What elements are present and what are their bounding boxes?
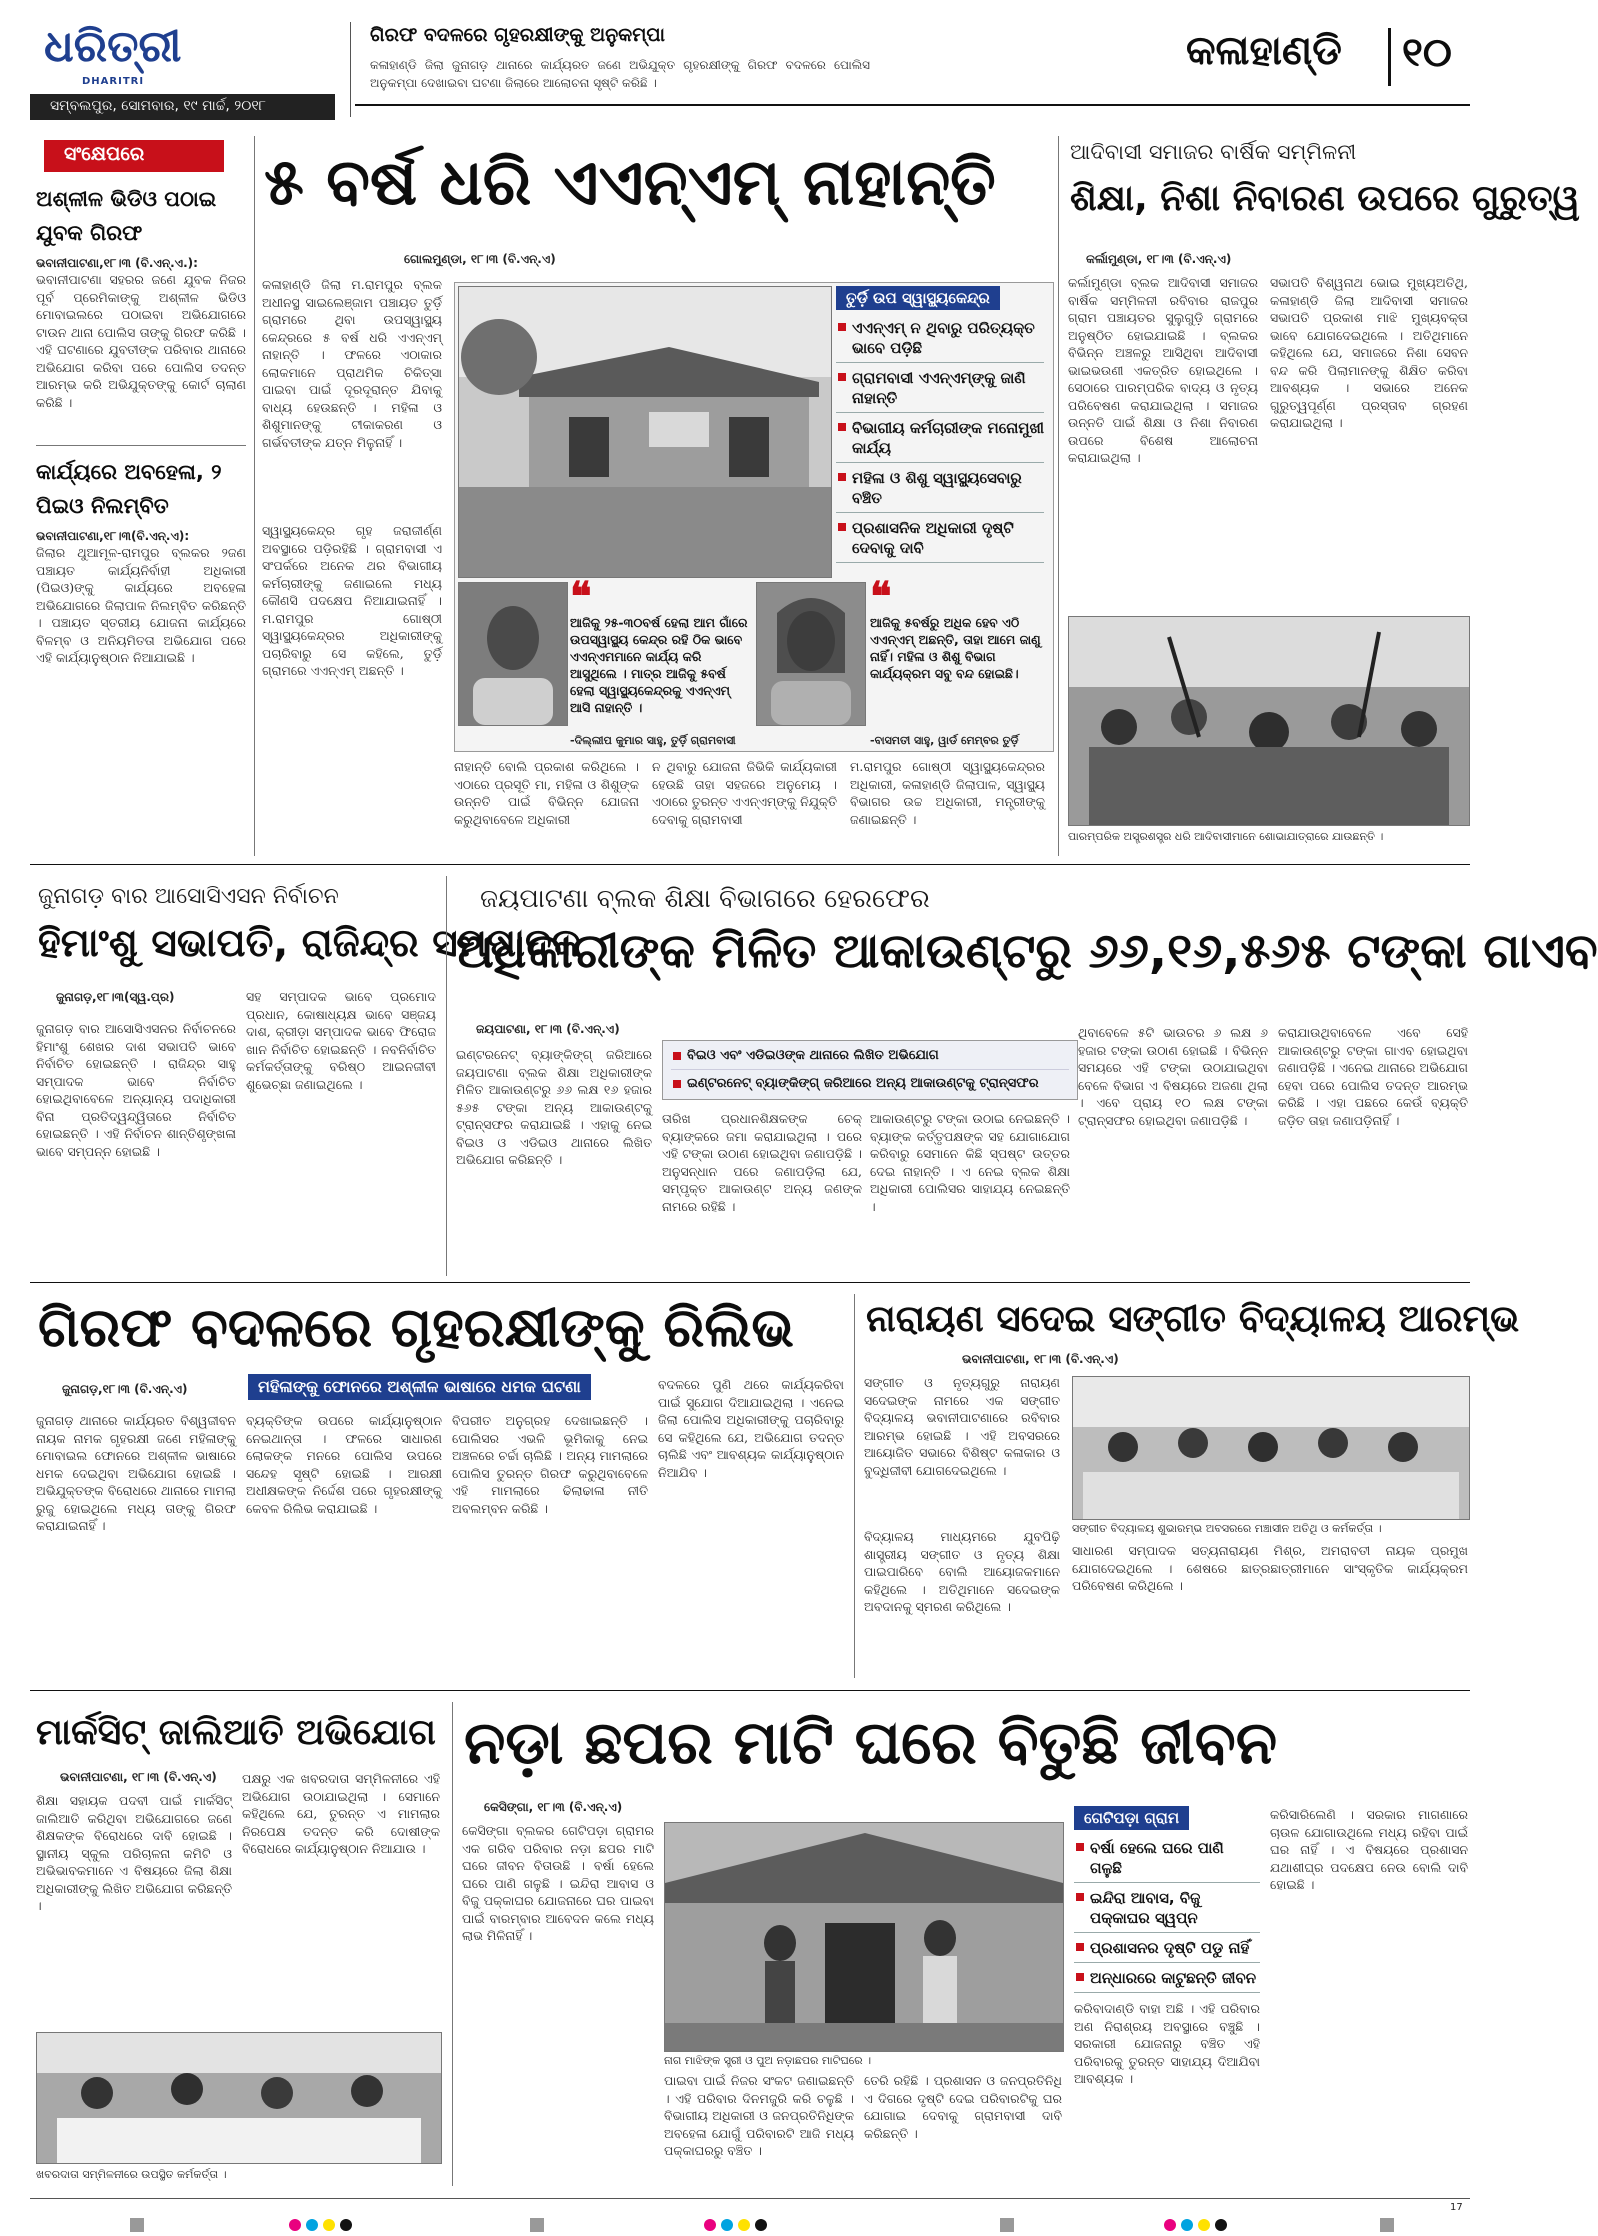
mark-dateline: ଭବାନୀପାଟଣା, ୧୮।୩ (ବି.ଏନ୍.ଏ) (60, 1770, 217, 1784)
home-box-text: ମହିଳାଙ୍କୁ ଫୋନରେ ଅଶ୍ଳୀଳ ଭାଷାରେ ଧମକ ଘଟଣା (248, 1374, 591, 1400)
brief-item1 (36, 182, 246, 461)
jaya-kicker: ଜୟପାଟଣା ବ୍ଲକ ଶିକ୍ଷା ବିଭାଗରେ ହେରଫେର (480, 884, 930, 914)
press-meet-illustration (37, 2033, 441, 2163)
hut-col2: ପାଇବା ପାଇଁ ନିଜର ସଂକଟ ଜଣାଇଛନ୍ତି । ଏହି ପରିବାର ଦିନମଜୁରି କରି ଚଳୁଛି । ବିଭାଗୀୟ ଅଧିକାରୀ ଓ ଜନପ୍ରତିନିଧିଙ୍କ ଅବହେଳା ଯୋଗୁଁ ପରିବାରଟି ଆଜି ମଧ୍ୟ ପକ୍କାଘରରୁ ବଞ୍ଚିତ । (664, 2073, 854, 2158)
hut-box-title-text: ଗେଟିପଡ଼ା ଗ୍ରାମ (1074, 1806, 1189, 1830)
man-portrait (459, 583, 567, 725)
mark-col1: ଶିକ୍ଷା ସହାୟକ ପଦବୀ ପାଇଁ ମାର୍କସିଟ୍ ଜାଲିଆତି କରିଥିବା ଅଭିଯୋଗରେ ଜଣେ ଶିକ୍ଷକଙ୍କ ବିରୋଧରେ ଦାବି ହୋଇଛି । ସ୍ଥାନୀୟ ସ୍କୁଲ ପରିଚାଳନା କମିଟି ଓ ଅଭିଭାବକମାନେ ଏ ବିଷୟରେ ଜିଲା ଶିକ୍ଷା ଅଧିକାରୀଙ୍କୁ ଲିଖିତ ଅଭିଯୋଗ କରିଛନ୍ତି । (36, 1793, 232, 1913)
jaya-bullet: ଇଣ୍ଟରନେଟ୍ ବ୍ୟାଙ୍କିଙ୍ଗ୍ ଜରିଆରେ ଅନ୍ୟ ଆକାଉଣ୍ଟକୁ ଟ୍ରାନ୍ସଫର (671, 1075, 1069, 1097)
hut-bullet: ବର୍ଷା ହେଲେ ଘରେ ପାଣି ଗଳୁଛି (1074, 1838, 1260, 1883)
masthead-teaser-headline: ଗିରଫ ବଦଳରେ ଗୃହରକ୍ଷୀଙ୍କୁ ଅନୁକମ୍ପା (370, 24, 665, 46)
home-headline: ଗିରଫ ବଦଳରେ ଗୃହରକ୍ଷୀଙ୍କୁ ରିଲିଭ (38, 1296, 794, 1359)
brief-item1-text: ଭବାନୀପାଟଣା ସହରର ଜଣେ ଯୁବକ ନିଜର ପୂର୍ବ ପ୍ରେମିକାଙ୍କୁ ଅଶ୍ଳୀଳ ଭିଡିଓ ମୋବାଇଲରେ ପଠାଇବା ଅଭିଯୋଗରେ ଟାଉନ ଥାନା ପୋଲିସ ତାଙ୍କୁ ଗିରଫ କରିଛି । ଏହି ଘଟଣାରେ ଯୁବତୀଙ୍କ ପରିବାର ଥାନାରେ ଅଭିଯୋଗ କରିବା ପରେ ପୋଲିସ ତଦନ୍ତ ଆରମ୍ଭ କରି ଅଭିଯୁକ୍ତଙ୍କୁ କୋର୍ଟ ଚାଲାଣ କରିଛି । (36, 272, 246, 410)
anm-bullet: ଗ୍ରାମବାସୀ ଏଏନ୍‌ଏମ୍‌ଙ୍କୁ ଜାଣି ନାହାନ୍ତି (836, 368, 1044, 413)
brief-item2-text: ଜିଲାର ଥୁଆମୂଳ-ରାମପୁର ବ୍ଲକର ୨ଜଣ ପଞ୍ଚାୟତ କାର୍ଯ୍ୟନିର୍ବାହୀ ଅଧିକାରୀ (ପିଇଓ)ଙ୍କୁ କାର୍ଯ୍ୟରେ ଅବହେଳା ଅଭିଯୋଗରେ ଜିଲାପାଳ ନିଲମ୍ବିତ କରିଛନ୍ତି । ପଞ୍ଚାୟତ ସ୍ତରୀୟ ଯୋଜନା କାର୍ଯ୍ୟରେ ବିଳମ୍ବ ଓ ଅନିୟମିତତା ଅଭିଯୋଗ ପରେ ଏହି କାର୍ଯ୍ୟାନୁଷ୍ଠାନ ନିଆଯାଇଛି । (36, 545, 246, 665)
home-col3: ବିପରୀତ ଅନୁଗ୍ରହ ଦେଖାଇଛନ୍ତି । ପୋଲିସର ଏଭଳି ଭୂମିକାକୁ ନେଇ ଅଞ୍ଚଳରେ ଚର୍ଚ୍ଚା ଚାଲିଛି । ଅନ୍ୟ ମାମଲାରେ ପୋଲିସ ତୁରନ୍ତ ଗିରଫ କରୁଥିବାବେଳେ ଏହି ମାମଲାରେ ଢିଲାଢାଳା ନୀତି ଅବଲମ୍ବନ କରିଛି । (452, 1413, 648, 1516)
logo-text: ଧରିତ୍ରୀ (44, 21, 182, 72)
music-col2: ବିଦ୍ୟାଳୟ ମାଧ୍ୟମରେ ଯୁବପିଢ଼ି ଶାସ୍ତ୍ରୀୟ ସଙ୍ଗୀତ ଓ ନୃତ୍ୟ ଶିକ୍ଷା ପାଇପାରିବେ ବୋଲି ଆୟୋଜକମାନେ କହିଥିଲେ । ଅତିଥିମାନେ ସଦେଇଙ୍କ ଅବଦାନକୁ ସ୍ମରଣ କରିଥିଲେ । (864, 1529, 1060, 1614)
hut-headline: ନଡ଼ା ଛପର ମାଟି ଘରେ ବିତୁଛି ଜୀବନ (464, 1708, 1278, 1778)
hut-col3: ତେରି ରହିଛି । ପ୍ରଶାସନ ଓ ଜନପ୍ରତିନିଧି ଏ ଦିଗରେ ଦୃଷ୍ଟି ଦେଇ ପରିବାରଟିକୁ ଘର ଯୋଗାଇ ଦେବାକୁ ଗ୍ରାମବାସୀ ଦାବି କରିଛନ୍ତି । (864, 2073, 1062, 2141)
jaya-col5: କରାଯାଉଥିବାବେଳେ ଏବେ ସେହି ଆକାଉଣ୍ଟରୁ ଟଙ୍କା ଗାଏବ ହୋଇଥିବା ଜଣାପଡ଼ିଛି । ଏନେଇ ଥାନାରେ ଅଭିଯୋଗ ହେବା ପରେ ପୋଲିସ ତଦନ୍ତ ଆରମ୍ଭ କରିଛି । ଏହା ପଛରେ କେଉଁ ବ୍ୟକ୍ତି ଜଡ଼ିତ ତାହା ଜଣାପଡ଼ିନାହିଁ । (1278, 1025, 1468, 1128)
mud-hut-illustration (665, 1823, 1063, 2051)
row3-rule (30, 1690, 1470, 1691)
hut-family-photo (664, 1822, 1064, 2052)
brief-column-rule (254, 136, 255, 856)
footer-rule (30, 2198, 1470, 2199)
anm-bullet: ଏଏନ୍‌ଏମ୍ ନ ଥିବାରୁ ପରିତ୍ୟକ୍ତ ଭାବେ ପଡ଼ିଛି (836, 318, 1044, 363)
anm-quote1 (570, 573, 748, 754)
brief-item2 (36, 455, 246, 864)
brief-item2-dateline: ଭବାନୀପାଟଣା,୧୮।୩(ବି.ଏନ୍.ଏ): (36, 529, 190, 543)
hut-bullet: ପ୍ରଶାସନର ଦୃଷ୍ଟି ପଡୁ ନାହିଁ (1074, 1938, 1260, 1963)
music-col1: ସଙ୍ଗୀତ ଓ ନୃତ୍ୟଗୁରୁ ନାରାୟଣ ସଦେଇଙ୍କ ନାମରେ ଏକ ସଙ୍ଗୀତ ବିଦ୍ୟାଳୟ ଭବାନୀପାଟଣାରେ ରବିବାର ଆରମ୍ଭ ହୋଇଛି । ଏହି ଅବସରରେ ଆୟୋଜିତ ସଭାରେ ବିଶିଷ୍ଟ କଳାକାର ଓ ବୁଦ୍ଧିଜୀବୀ ଯୋଗଦେଇଥିଲେ । (864, 1375, 1060, 1478)
logo (38, 22, 243, 90)
anm-col2: ସ୍ୱାସ୍ଥ୍ୟକେନ୍ଦ୍ର ଗୃହ ଜରାଜୀର୍ଣ୍ଣ ଅବସ୍ଥାରେ ପଡ଼ିରହିଛି । ଗ୍ରାମବାସୀ ଏ ସଂପର୍କରେ ଅନେକ ଥର ବିଭାଗୀୟ କର୍ମଚାରୀଙ୍କୁ ଜଣାଇଲେ ମଧ୍ୟ କୌଣସି ପଦକ୍ଷେପ ନିଆଯାଇନାହିଁ । ମ.ରାମପୁର ଗୋଷ୍ଠୀ ସ୍ୱାସ୍ଥ୍ୟକେନ୍ଦ୍ରର ଅଧିକାରୀଙ୍କୁ ପଚାରିବାରୁ ସେ କହିଲେ, ତୁର୍ଡ଼ି ଗ୍ରାମରେ ଏଏନ୍‌ଏମ୍ ଅଛନ୍ତି । (262, 523, 442, 678)
masthead-dateline: ସମ୍ବଲପୁର, ସୋମବାର, ୧୯ ମାର୍ଚ୍ଚ, ୨୦୧୮ (50, 98, 266, 114)
adivasi-col2: ସଭାପତି ବିଶ୍ୱନାଥ ଭୋଇ ମୁଖ୍ୟଅତିଥି, କଳାହାଣ୍ଡି ଜିଲା ଆଦିବାସୀ ସମାଜର ସଭାପତି ପ୍ରକାଶ ମାଝି ମୁଖ୍ୟବକ୍ତା ଭାବେ ଯୋଗଦେଇଥିଲେ । ଅତିଥିମାନେ କହିଥିଲେ ଯେ, ସମାଜରେ ନିଶା ସେବନ ବନ୍ଦ କରି ପିଲାମାନଙ୍କୁ ଶିକ୍ଷିତ କରିବା ଆବଶ୍ୟକ । ସଭାରେ ଅନେକ ଗୁରୁତ୍ୱପୂର୍ଣ୍ଣ ପ୍ରସ୍ତାବ ଗ୍ରହଣ କରାଯାଇଥିଲା । (1270, 275, 1468, 430)
masthead-divider (350, 22, 351, 117)
jaya-headline: ଅଧିକାରୀଙ୍କ ମିଳିତ ଆକାଉଣ୍ଟରୁ ୬୬,୧୬,୫୬୫ ଟଙ୍କା ଗାଏବ (456, 923, 1598, 979)
procession-illustration (1069, 617, 1469, 825)
hut-bullet: ଅନ୍ଧାରରେ କାଟୁଛନ୍ତି ଜୀବନ (1074, 1968, 1260, 1993)
adivasi-headline: ଶିକ୍ଷା, ନିଶା ନିବାରଣ ଉପରେ ଗୁରୁତ୍ୱ (1070, 178, 1580, 219)
music-photo-caption: ସଙ୍ଗୀତ ବିଦ୍ୟାଳୟ ଶୁଭାରମ୍ଭ ଅବସରରେ ମଞ୍ଚାସୀନ ଅତିଥି ଓ କର୍ମକର୍ତ୍ତା । (1072, 1522, 1382, 1535)
page-number: ୧୦ (1402, 30, 1452, 76)
hut-col4: କରିବାଦାଣ୍ଡି ବାହା ଅଛି । ଏହି ପରିବାର ଅଣ ନିରାଶ୍ରୟ ଅବସ୍ଥାରେ ବଞ୍ଚୁଛି । ସରକାରୀ ଯୋଜନାରୁ ବଞ୍ଚିତ ଏହି ପରିବାରକୁ ତୁରନ୍ତ ସାହାଯ୍ୟ ଦିଆଯିବା ଆବଶ୍ୟକ । (1074, 2001, 1260, 2086)
footer-page-no: 17 (1450, 2202, 1463, 2213)
adivasi-kicker: ଆଦିବାସୀ ସମାଜର ବାର୍ଷିକ ସମ୍ମିଳନୀ (1070, 140, 1357, 164)
hut-bullet: ଇନ୍ଦିରା ଆବାସ, ବିଜୁ ପକ୍କାଘର ସ୍ୱପ୍ନ (1074, 1888, 1260, 1933)
quote-mark-icon: ❝ (570, 573, 592, 620)
adivasi-col1: କର୍ଲାମୁଣ୍ଡା ବ୍ଲକ ଆଦିବାସୀ ସମାଜର ବାର୍ଷିକ ସମ୍ମିଳନୀ ରବିବାର ରାଜପୁର ଗ୍ରାମ ପଞ୍ଚାୟତର ସୁଲୁଗୁଡ଼ି ଗ୍ରାମରେ ଅନୁଷ୍ଠିତ ହୋଇଯାଇଛି । ବ୍ଲକର ବିଭିନ୍ନ ଅଞ୍ଚଳରୁ ଆସିଥିବା ଆଦିବାସୀ ଭାଇଭଉଣୀ ଏକତ୍ରିତ ହୋଇଥିଲେ । ସେଠାରେ ପାରମ୍ପରିକ ବାଦ୍ୟ ଓ ନୃତ୍ୟ ପରିବେଷଣ କରାଯାଇଥିଲା । ସମାଜର ଉନ୍ନତି ପାଇଁ ଶିକ୍ଷା ଓ ନିଶା ନିବାରଣ ଉପରେ ବିଶେଷ ଆଲୋଚନା କରାଯାଇଥିଲା । (1068, 275, 1258, 465)
anm-bullet-list (836, 318, 1044, 568)
anm-box-title-text: ତୁର୍ଡ଼ି ଉପ ସ୍ୱାସ୍ଥ୍ୟକେନ୍ଦ୍ର (836, 286, 1000, 310)
hut-col5: କରିସାରିଲେଣି । ସରକାର ମାଗଣାରେ ଚାଉଳ ଯୋଗାଉଥିଲେ ମଧ୍ୟ ରହିବା ପାଇଁ ଘର ନାହିଁ । ଏ ବିଷୟରେ ପ୍ରଶାସନ ଯଥାଶୀଘ୍ର ପଦକ୍ଷେପ ନେଉ ବୋଲି ଦାବି ହୋଇଛି । (1270, 1807, 1468, 1892)
anm-quote1-by: -ଦିଲ୍ଲୀପ କୁମାର ସାହୁ, ତୁର୍ଡ଼ି ଗ୍ରାମବାସୀ (570, 734, 736, 747)
bar-dateline: ଜୁନାଗଡ଼,୧୮।୩(ସ୍ୱ.ପ୍ର) (56, 990, 175, 1004)
home-col4: ବଦଳରେ ପୁଣି ଥରେ କାର୍ଯ୍ୟକରିବା ପାଇଁ ସୁଯୋଗ ଦିଆଯାଇଥିଲା । ଏନେଇ ଜିଲା ପୋଲିସ ଅଧିକାରୀଙ୍କୁ ପଚାରିବାରୁ ସେ କହିଥିଲେ ଯେ, ଅଭିଯୋଗ ତଦନ୍ତ ଚାଲିଛି ଏବଂ ଆବଶ୍ୟକ କାର୍ଯ୍ୟାନୁଷ୍ଠାନ ନିଆଯିବ । (658, 1377, 844, 1480)
masthead-rule (355, 104, 1470, 106)
brief-label-text: ସଂକ୍ଷେପରେ (64, 143, 145, 165)
hut-photo-caption: ନାଗ ମାଝିଙ୍କ ସ୍ତ୍ରୀ ଓ ପୁଅ ନଡ଼ାଛପର ମାଟିଘରେ । (664, 2054, 872, 2067)
mark-press-photo (36, 2032, 442, 2164)
jaya-col3: ଆକାଉଣ୍ଟରୁ ଟଙ୍କା ଉଠାଇ ନେଇଛନ୍ତି । ବ୍ୟାଙ୍କ କର୍ତ୍ତୃପକ୍ଷଙ୍କ ସହ ଯୋଗାଯୋଗ କରିବାରୁ ସେମାନେ କିଛି ସ୍ପଷ୍ଟ ଉତ୍ତର ଦେଇ ନାହାନ୍ତି । ଏ ନେଇ ବ୍ଲକ ଶିକ୍ଷା ଅଧିକାରୀ ପୋଲିସର ସାହାଯ୍ୟ ନେଇଛନ୍ତି । (870, 1111, 1070, 1214)
logo-sub: DHARITRI (82, 76, 145, 87)
bar-column-rule (446, 876, 447, 1276)
adivasi-photo-caption: ପାରମ୍ପରିକ ଅସ୍ତ୍ରଶସ୍ତ୍ର ଧରି ଆଦିବାସୀମାନେ ଶୋଭାଯାତ୍ରାରେ ଯାଉଛନ୍ତି । (1068, 830, 1384, 843)
hut-dateline: କେସିଙ୍ଗା, ୧୮।୩ (ବି.ଏନ୍.ଏ) (484, 1800, 623, 1814)
anm-bullet: ପ୍ରଶାସନିକ ଅଧିକାରୀ ଦୃଷ୍ଟି ଦେବାକୁ ଦାବି (836, 518, 1044, 563)
health-centre-illustration (459, 287, 831, 577)
mark-headline: ମାର୍କସିଟ୍ ଜାଲିଆତି ଅଭିଯୋଗ (36, 1712, 436, 1753)
woman-portrait (757, 583, 865, 725)
hut-box-title (1074, 1806, 1189, 1830)
brief-item1-dateline: ଭବାନୀପାଟଣା,୧୮।୩ (ବି.ଏନ୍.ଏ.): (36, 256, 198, 270)
masthead-teaser-text: କଳାହାଣ୍ଡି ଜିଲା ଜୁନାଗଡ଼ ଥାନାରେ କାର୍ଯ୍ୟରତ ଜଣେ ଅଭିଯୁକ୍ତ ଗୃହରକ୍ଷୀଙ୍କୁ ଗିରଫ ବଦଳରେ ପୋଲିସ ଅନୁକମ୍ପା ଦେଖାଇବା ଘଟଣା ଜିଲାରେ ଆଲୋଚନା ସୃଷ୍ଟି କରିଛି । (370, 58, 870, 90)
row2-rule (30, 1282, 1470, 1283)
home-box (248, 1374, 591, 1400)
anm-dateline: ଗୋଲମୁଣ୍ଡା, ୧୮।୩ (ବି.ଏନ୍.ଏ) (404, 252, 556, 266)
jaya-col2: ତାରିଖ ପ୍ରଧାନଶିକ୍ଷକଙ୍କ ଚେକ୍ ବ୍ୟାଙ୍କରେ ଜମା କରାଯାଇଥିଲା । ପରେ ଏହି ଟଙ୍କା ଉଠାଣ ହୋଇଥିବା ଜଣାପଡ଼ିଛି । ଅନୁସନ୍ଧାନ ପରେ ଜଣାପଡ଼ିଲା ଯେ, ସମ୍ପୃକ୍ତ ଆକାଉଣ୍ଟ ଅନ୍ୟ ଜଣଙ୍କ ନାମରେ ରହିଛି । (662, 1111, 862, 1214)
home-col1: ଜୁନାଗଡ଼ ଥାନାରେ କାର୍ଯ୍ୟରତ ବିଶ୍ୱଜୀବନ ନାୟକ ନାମକ ଗୃହରକ୍ଷୀ ଜଣେ ମହିଳାଙ୍କୁ ମୋବାଇଲ ଫୋନରେ ଅଶ୍ଳୀଳ ଭାଷାରେ ଧମକ ଦେଇଥିବା ଅଭିଯୋଗ ହୋଇଛି । ଅଭିଯୁକ୍ତଙ୍କ ବିରୋଧରେ ଥାନାରେ ମାମଲା ରୁଜୁ ହୋଇଥିଲେ ମଧ୍ୟ ତାଙ୍କୁ ଗିରଫ କରାଯାଇନାହିଁ । (36, 1413, 236, 1533)
jaya-bullet: ବିଇଓ ଏବଂ ଏଡିଇଓଙ୍କ ଥାନାରେ ଲିଖିତ ଅଭିଯୋଗ (671, 1047, 1069, 1070)
brief-separator (36, 445, 246, 446)
anm-bullet: ବିଭାଗୀୟ କର୍ମଚାରୀଙ୍କ ମନୋମୁଖୀ କାର୍ଯ୍ୟ (836, 418, 1044, 463)
anm-col4: ନ ଥିବାରୁ ଯୋଜନା ଜିଭିକି କାର୍ଯ୍ୟକାରୀ ହେଉଛି ତାହା ସହଜରେ ଅନୁମେୟ । ଏଠାରେ ତୁରନ୍ତ ଏଏନ୍‌ଏମ୍‌ଙ୍କୁ ନିଯୁକ୍ତି ଦେବାକୁ ଗ୍ରାମବାସୀ (652, 759, 837, 827)
bar-col2: ସହ ସମ୍ପାଦକ ଭାବେ ପ୍ରମୋଦ ପ୍ରଧାନ, କୋଷାଧ୍ୟକ୍ଷ ଭାବେ ସଞ୍ଜୟ ଦାଶ, କ୍ରୀଡ଼ା ସମ୍ପାଦକ ଭାବେ ଫିରୋଜ ଖାନ ନିର୍ବାଚିତ ହୋଇଛନ୍ତି । ନବନିର୍ବାଚିତ କର୍ମକର୍ତ୍ତାଙ୍କୁ ବରିଷ୍ଠ ଆଇନଜୀବୀ ଶୁଭେଚ୍ଛା ଜଣାଇଥିଲେ । (246, 989, 436, 1092)
section-divider (1388, 28, 1391, 86)
anm-column-rule (1058, 136, 1059, 856)
anm-quote1-text: ଆଜିକୁ ୨୫-୩୦ବର୍ଷ ହେଲା ଆମ ଗାଁରେ ଉପସ୍ୱାସ୍ଥ୍ୟ କେନ୍ଦ୍ର ରହି ଠିକ ଭାବେ ଏଏନ୍‌ଏମମାନେ କାର୍ଯ୍ୟ କରି ଆସୁଥିଲେ । ମାତ୍ର ଆଜିକୁ ୫ବର୍ଷ ହେଲା ସ୍ୱାସ୍ଥ୍ୟକେନ୍ଦ୍ରକୁ ଏଏନ୍‌ଏମ୍ ଆସି ନାହାନ୍ତି । (570, 615, 748, 715)
anm-box-title (836, 286, 1000, 310)
home-column-rule (854, 1294, 855, 1678)
jaya-col1: ଇଣ୍ଟରନେଟ୍ ବ୍ୟାଙ୍କିଙ୍ଗ୍ ଜରିଆରେ ଜୟପାଟଣା ବ୍ଲକ ଶିକ୍ଷା ଅଧିକାରୀଙ୍କ ମିଳିତ ଆକାଉଣ୍ଟରୁ ୬୬ ଲକ୍ଷ ୧୬ ହଜାର ୫୬୫ ଟଙ୍କା ଅନ୍ୟ ଆକାଉଣ୍ଟକୁ ଟ୍ରାନ୍ସଫର କରାଯାଇଛି । ଏହାକୁ ନେଇ ବିଇଓ ଓ ଏଡିଇଓ ଥାନାରେ ଲିଖିତ ଅଭିଯୋଗ କରିଛନ୍ତି । (456, 1047, 652, 1167)
brief-item1-title: ଅଶ୍ଳୀଳ ଭିଡିଓ ପଠାଇ ଯୁବକ ଗିରଫ (36, 187, 217, 245)
anm-quote2-by: -ବାସମତୀ ସାହୁ, ୱାର୍ଡ ମେମ୍ବର ତୁର୍ଡ଼ି (870, 734, 1019, 747)
music-headline: ନାରାୟଣ ସଦେଇ ସଙ୍ଗୀତ ବିଦ୍ୟାଳୟ ଆରମ୍ଭ (866, 1297, 1520, 1340)
anm-quote2-text: ଆଜିକୁ ୫ବର୍ଷରୁ ଅଧିକ ହେବ ଏଠି ଏଏନ୍‌ଏମ୍ ଅଛନ୍ତି, ତାହା ଆମେ ଜାଣୁ ନାହିଁ। ମହିଳା ଓ ଶିଶୁ ବିଭାଗ କାର୍ଯ୍ୟକ୍ରମ ସବୁ ବନ୍ଦ ହୋଇଛି। (870, 615, 1041, 681)
hut-bullet-list (1074, 1838, 1260, 1998)
row1-rule (30, 864, 1470, 865)
anm-quote1-photo (458, 582, 568, 726)
section-name: କଳାହାଣ୍ଡି (1186, 28, 1342, 74)
adivasi-dateline: କର୍ଲାମୁଣ୍ଡା, ୧୮।୩ (ବି.ଏନ୍.ଏ) (1086, 252, 1232, 266)
music-dateline: ଭବାନୀପାଟଣା, ୧୮।୩ (ବି.ଏନ୍.ଏ) (962, 1352, 1119, 1366)
mark-col2: ପକ୍ଷରୁ ଏକ ଖବରଦାତା ସମ୍ମିଳନୀରେ ଏହି ଅଭିଯୋଗ ଉଠାଯାଇଥିଲା । ସେମାନେ କହିଥିଲେ ଯେ, ତୁରନ୍ତ ଏ ମାମଲାର ନିରପେକ୍ଷ ତଦନ୍ତ କରି ଦୋଷୀଙ୍କ ବିରୋଧରେ କାର୍ଯ୍ୟାନୁଷ୍ଠାନ ନିଆଯାଉ । (242, 1771, 440, 1856)
anm-col5: ମ.ରାମପୁର ଗୋଷ୍ଠୀ ସ୍ୱାସ୍ଥ୍ୟକେନ୍ଦ୍ରର ଅଧିକାରୀ, କଳାହାଣ୍ଡି ଜିଲାପାଳ, ସ୍ୱାସ୍ଥ୍ୟ ବିଭାଗର ଉଚ୍ଚ ଅଧିକାରୀ, ମନ୍ତ୍ରୀଙ୍କୁ ଜଣାଇଛନ୍ତି । (850, 759, 1045, 827)
bar-subhead: ହିମାଂଶୁ ସଭାପତି, ରାଜିନ୍ଦ୍ର ସମ୍ପାଦକ (38, 921, 581, 966)
anm-headline: ୫ ବର୍ଷ ଧରି ଏଏନ୍‌ଏମ୍ ନାହାନ୍ତି (264, 146, 996, 220)
bar-col1: ଜୁନାଗଡ଼ ବାର ଆସୋସିଏସନର ନିର୍ବାଚନରେ ହିମାଂଶୁ ଶେଖର ଦାଶ ସଭାପତି ଭାବେ ନିର୍ବାଚିତ ହୋଇଛନ୍ତି । ରାଜିନ୍ଦ୍ର ସାହୁ ସମ୍ପାଦକ ଭାବେ ନିର୍ବାଚିତ ହୋଇଥିବାବେଳେ ଅନ୍ୟାନ୍ୟ ପଦାଧିକାରୀ ବିନା ପ୍ରତିଦ୍ୱନ୍ଦ୍ୱିତାରେ ନିର୍ବାଚିତ ହୋଇଛନ୍ତି । ଏହି ନିର୍ବାଚନ ଶାନ୍ତିଶୃଙ୍ଖଳା ଭାବେ ସମ୍ପନ୍ନ ହୋଇଛି । (36, 1021, 236, 1159)
anm-health-centre-photo (458, 286, 832, 578)
anm-quote2-photo (756, 582, 866, 726)
home-dateline: ଜୁନାଗଡ଼,୧୮।୩ (ବି.ଏନ୍.ଏ) (62, 1382, 188, 1396)
print-registration-icon (0, 2212, 1500, 2232)
event-stage-illustration (1073, 1377, 1469, 1519)
anm-quote2 (870, 573, 1046, 754)
adivasi-procession-photo (1068, 616, 1470, 826)
registration-marks (0, 2212, 1500, 2232)
brief-item2-title: କାର୍ଯ୍ୟରେ ଅବହେଳା, ୨ ପିଇଓ ନିଲମ୍ବିତ (36, 460, 222, 518)
music-event-photo (1072, 1376, 1470, 1520)
home-col2: ବ୍ୟକ୍ତିଙ୍କ ଉପରେ କାର୍ଯ୍ୟାନୁଷ୍ଠାନ ନେଇଥାନ୍ତା । ଫଳରେ ସାଧାରଣ ଲୋକଙ୍କ ମନରେ ପୋଲିସ ଉପରେ ସନ୍ଦେହ ସୃଷ୍ଟି ହୋଇଛି । ଆରକ୍ଷୀ ଅଧୀକ୍ଷକଙ୍କ ନିର୍ଦ୍ଦେଶ ପରେ ଗୃହରକ୍ଷୀଙ୍କୁ କେବଳ ରିଲିଭ କରାଯାଇଛି । (246, 1413, 442, 1516)
anm-col3: ନାହାନ୍ତି ବୋଲି ପ୍ରକାଶ କରିଥିଲେ । ଏଠାରେ ପ୍ରସୂତି ମା, ମହିଳା ଓ ଶିଶୁଙ୍କ ଉନ୍ନତି ପାଇଁ ବିଭିନ୍ନ ଯୋଜନା କରୁଥିବାବେଳେ ଅଧିକାରୀ (454, 759, 639, 827)
jaya-dateline: ଜୟପାଟଣା, ୧୮।୩ (ବି.ଏନ୍.ଏ) (476, 1022, 620, 1036)
hut-col1: କେସିଙ୍ଗା ବ୍ଲକର ଗେଟିପଡ଼ା ଗ୍ରାମର ଏକ ଗରିବ ପରିବାର ନଡ଼ା ଛପର ମାଟି ଘରେ ଜୀବନ ବିତାଉଛି । ବର୍ଷା ହେଲେ ଘରେ ପାଣି ଗଳୁଛି । ଇନ୍ଦିରା ଆବାସ ଓ ବିଜୁ ପକ୍କାଘର ଯୋଜନାରେ ଘର ପାଇବା ପାଇଁ ବାରମ୍ବାର ଆବେଦନ କଲେ ମଧ୍ୟ ଲାଭ ମିଳିନାହିଁ । (462, 1823, 654, 1943)
anm-bullet: ମହିଳା ଓ ଶିଶୁ ସ୍ୱାସ୍ଥ୍ୟସେବାରୁ ବଞ୍ଚିତ (836, 468, 1044, 513)
bar-headline: ଜୁନାଗଡ଼ ବାର ଆସୋସିଏସନ ନିର୍ବାଚନ (38, 884, 339, 909)
jaya-col4: ଥିବାବେଳେ ୫ଟି ଭାଉଚର ୬ ଲକ୍ଷ ୬ ହଜାର ଟଙ୍କା ଉଠାଣ ହୋଇଛି । ବିଭିନ୍ନ ସମୟରେ ଏହି ଟଙ୍କା ଉଠାଯାଇଥିବା ବେଳେ ବିଭାଗ ଏ ବିଷୟରେ ଅଜଣା ଥିଲା । ଏବେ ପ୍ରାୟ ୧୦ ଲକ୍ଷ ଟଙ୍କା ଟ୍ରାନ୍ସଫର ହୋଇଥିବା ଜଣାପଡ଼ିଛି । (1078, 1025, 1268, 1128)
mark-photo-caption: ଖବରଦାତା ସମ୍ମିଳନୀରେ ଉପସ୍ଥିତ କର୍ମକର୍ତ୍ତା । (36, 2168, 227, 2181)
mark-column-rule (452, 1702, 453, 2186)
quote-mark-icon: ❝ (870, 573, 892, 620)
jaya-bullet-box (662, 1040, 1078, 1100)
anm-col1: କଳାହାଣ୍ଡି ଜିଲା ମ.ରାମପୁର ବ୍ଲକ ଅଧୀନସ୍ଥ ସାଇଲେଞ୍ଜାମ ପଞ୍ଚାୟତ ତୁର୍ଡ଼ି ଗ୍ରାମରେ ଥିବା ଉପସ୍ୱାସ୍ଥ୍ୟ କେନ୍ଦ୍ରରେ ୫ ବର୍ଷ ଧରି ଏଏନ୍‌ଏମ୍ ନାହାନ୍ତି । ଫଳରେ ଏଠାକାର ଲୋକମାନେ ପ୍ରାଥମିକ ଚିକିତ୍ସା ପାଇବା ପାଇଁ ଦୂରଦୂରାନ୍ତ ଯିବାକୁ ବାଧ୍ୟ ହେଉଛନ୍ତି । ମହିଳା ଓ ଶିଶୁମାନଙ୍କୁ ଟୀକାକରଣ ଓ ଗର୍ଭବତୀଙ୍କ ଯତ୍ନ ମିଳୁନାହିଁ । (262, 277, 442, 450)
music-col3: ସାଧାରଣ ସମ୍ପାଦକ ସତ୍ୟନାରାୟଣ ମିଶ୍ର, ଅମରାବତୀ ନାୟକ ପ୍ରମୁଖ ଯୋଗଦେଇଥିଲେ । ଶେଷରେ ଛାତ୍ରଛାତ୍ରୀମାନେ ସାଂସ୍କୃତିକ କାର୍ଯ୍ୟକ୍ରମ ପରିବେଷଣ କରିଥିଲେ । (1072, 1543, 1468, 1593)
